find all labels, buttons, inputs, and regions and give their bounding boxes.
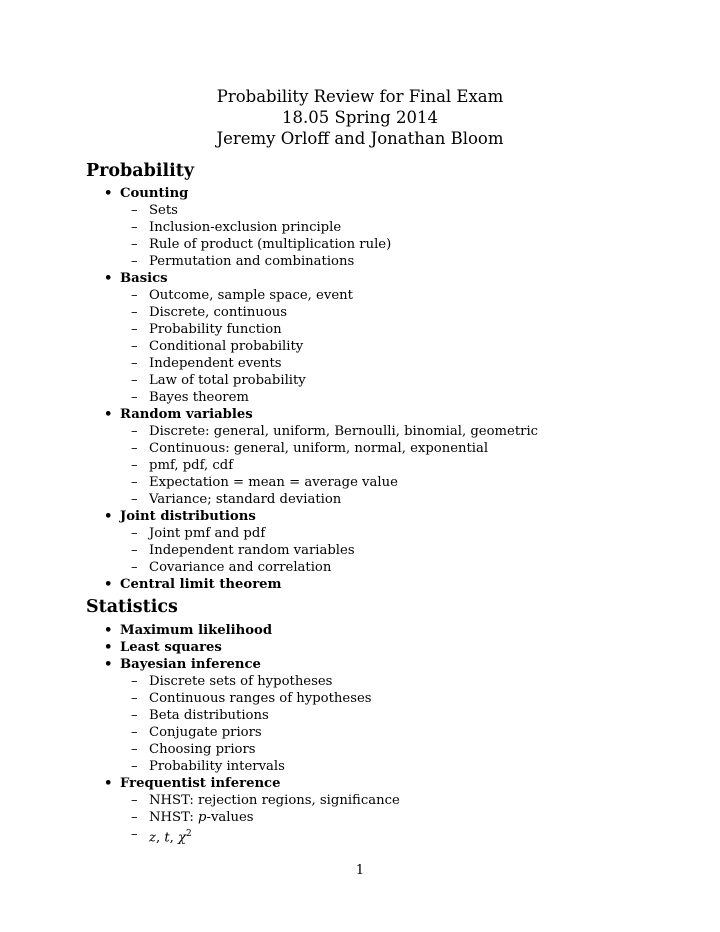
list-item xyxy=(0,185,720,202)
subtopic-label: Joint pmf and pdf xyxy=(149,526,266,541)
list-item xyxy=(0,525,720,542)
subtopic-label-pvalues xyxy=(149,809,254,826)
list-item xyxy=(0,576,720,593)
math-variable-p: p xyxy=(198,810,207,825)
list-item xyxy=(0,809,720,826)
subtopic-label: Choosing priors xyxy=(149,742,256,757)
list-item xyxy=(0,406,720,423)
dash-marker: – xyxy=(131,759,138,774)
subtopic-label: Expectation = mean = average value xyxy=(149,475,398,490)
list-item xyxy=(0,508,720,525)
list-item xyxy=(0,826,720,846)
dash-marker: – xyxy=(131,691,138,706)
list-item xyxy=(0,389,720,406)
list-item xyxy=(0,474,720,491)
dash-marker: – xyxy=(131,526,138,541)
list-item xyxy=(0,440,720,457)
list-item xyxy=(0,724,720,741)
topic-label: Central limit theorem xyxy=(120,577,282,592)
dash-marker: – xyxy=(131,492,138,507)
subtopic-label: Inclusion-exclusion principle xyxy=(149,220,342,235)
subtopic-label: Outcome, sample space, event xyxy=(149,288,353,303)
list-item xyxy=(0,707,720,724)
subtopic-label: Probability function xyxy=(149,322,282,337)
bullet-marker: • xyxy=(104,623,113,638)
subtopic-label: Independent events xyxy=(149,356,282,371)
dash-marker: – xyxy=(131,708,138,723)
dash-marker: – xyxy=(131,305,138,320)
topic-label: Least squares xyxy=(120,640,222,655)
subtopic-label: Sets xyxy=(149,203,178,218)
dash-marker: – xyxy=(131,441,138,456)
list-item xyxy=(0,758,720,775)
dash-marker: – xyxy=(131,827,138,842)
list-item xyxy=(0,236,720,253)
separator: , xyxy=(169,830,179,846)
statistics-topic-list xyxy=(0,622,720,846)
dash-marker: – xyxy=(131,373,138,388)
list-item xyxy=(0,321,720,338)
subtopic-label-test-statistics xyxy=(149,826,192,846)
document-title: Probability Review for Final Exam xyxy=(216,87,504,106)
bullet-marker: • xyxy=(104,577,113,592)
dash-marker: – xyxy=(131,424,138,439)
authors: Jeremy Orloff and Jonathan Bloom xyxy=(216,129,504,148)
topic-label: Maximum likelihood xyxy=(120,623,273,638)
list-item xyxy=(0,690,720,707)
list-item xyxy=(0,253,720,270)
section-heading-statistics: Statistics xyxy=(86,597,178,617)
subtopic-label: Discrete: general, uniform, Bernoulli, binomial, geometric xyxy=(149,424,539,439)
subtopic-label: Conjugate priors xyxy=(149,725,262,740)
dash-marker: – xyxy=(131,543,138,558)
dash-marker: – xyxy=(131,254,138,269)
topic-label: Bayesian inference xyxy=(120,657,261,672)
dash-marker: – xyxy=(131,674,138,689)
topic-label: Counting xyxy=(120,186,189,201)
bullet-marker: • xyxy=(104,407,113,422)
subtopic-label: Law of total probability xyxy=(149,373,306,388)
list-item xyxy=(0,639,720,656)
subtopic-label: Beta distributions xyxy=(149,708,269,723)
subtopic-label: Rule of product (multiplication rule) xyxy=(149,237,392,252)
dash-marker: – xyxy=(131,560,138,575)
probability-topic-list xyxy=(0,185,720,593)
separator: , xyxy=(155,830,165,846)
math-variable-t: t xyxy=(164,830,170,846)
subtopic-label: Continuous: general, uniform, normal, exponential xyxy=(149,441,489,456)
list-item xyxy=(0,423,720,440)
math-variable-chi: χ xyxy=(178,830,187,846)
list-item xyxy=(0,673,720,690)
section-heading-probability: Probability xyxy=(86,161,195,181)
dash-marker: – xyxy=(131,725,138,740)
list-item xyxy=(0,202,720,219)
dash-marker: – xyxy=(131,237,138,252)
list-item xyxy=(0,219,720,236)
topic-label: Random variables xyxy=(120,407,253,422)
bullet-marker: • xyxy=(104,640,113,655)
subtopic-label: Discrete, continuous xyxy=(149,305,288,320)
list-item xyxy=(0,792,720,809)
subtopic-label: pmf, pdf, cdf xyxy=(149,458,234,473)
dash-marker: – xyxy=(131,288,138,303)
list-item xyxy=(0,355,720,372)
bullet-marker: • xyxy=(104,271,113,286)
subtopic-label: Continuous ranges of hypotheses xyxy=(149,691,372,706)
subtopic-label: Probability intervals xyxy=(149,759,285,774)
bullet-marker: • xyxy=(104,776,113,791)
dash-marker: – xyxy=(131,742,138,757)
topic-label: Basics xyxy=(120,271,168,286)
topic-label: Joint distributions xyxy=(120,509,256,524)
list-item xyxy=(0,457,720,474)
list-item xyxy=(0,372,720,389)
bullet-marker: • xyxy=(104,509,113,524)
bullet-marker: • xyxy=(104,657,113,672)
course-term: 18.05 Spring 2014 xyxy=(282,108,438,127)
text-fragment: NHST: xyxy=(149,810,199,825)
page-number: 1 xyxy=(355,863,365,878)
exponent: 2 xyxy=(186,829,192,839)
subtopic-label: Permutation and combinations xyxy=(149,254,355,269)
document-header xyxy=(0,86,720,149)
subtopic-label: Covariance and correlation xyxy=(149,560,332,575)
dash-marker: – xyxy=(131,322,138,337)
dash-marker: – xyxy=(131,475,138,490)
list-item xyxy=(0,656,720,673)
subtopic-label: Conditional probability xyxy=(149,339,304,354)
list-item xyxy=(0,270,720,287)
list-item xyxy=(0,559,720,576)
subtopic-label: Discrete sets of hypotheses xyxy=(149,674,333,689)
subtopic-label: Bayes theorem xyxy=(149,390,249,405)
dash-marker: – xyxy=(131,220,138,235)
dash-marker: – xyxy=(131,793,138,808)
math-variable-z: z xyxy=(149,830,156,846)
dash-marker: – xyxy=(131,810,138,825)
list-item xyxy=(0,338,720,355)
bullet-marker: • xyxy=(104,186,113,201)
list-item xyxy=(0,622,720,639)
dash-marker: – xyxy=(131,458,138,473)
list-item xyxy=(0,491,720,508)
list-item xyxy=(0,542,720,559)
subtopic-label: Independent random variables xyxy=(149,543,355,558)
dash-marker: – xyxy=(131,390,138,405)
list-item xyxy=(0,287,720,304)
dash-marker: – xyxy=(131,356,138,371)
subtopic-label: NHST: rejection regions, significance xyxy=(149,793,400,808)
list-item xyxy=(0,741,720,758)
dash-marker: – xyxy=(131,203,138,218)
subtopic-label: Variance; standard deviation xyxy=(149,492,342,507)
dash-marker: – xyxy=(131,339,138,354)
list-item xyxy=(0,304,720,321)
topic-label: Frequentist inference xyxy=(120,776,281,791)
list-item xyxy=(0,775,720,792)
text-fragment: -values xyxy=(206,810,254,825)
